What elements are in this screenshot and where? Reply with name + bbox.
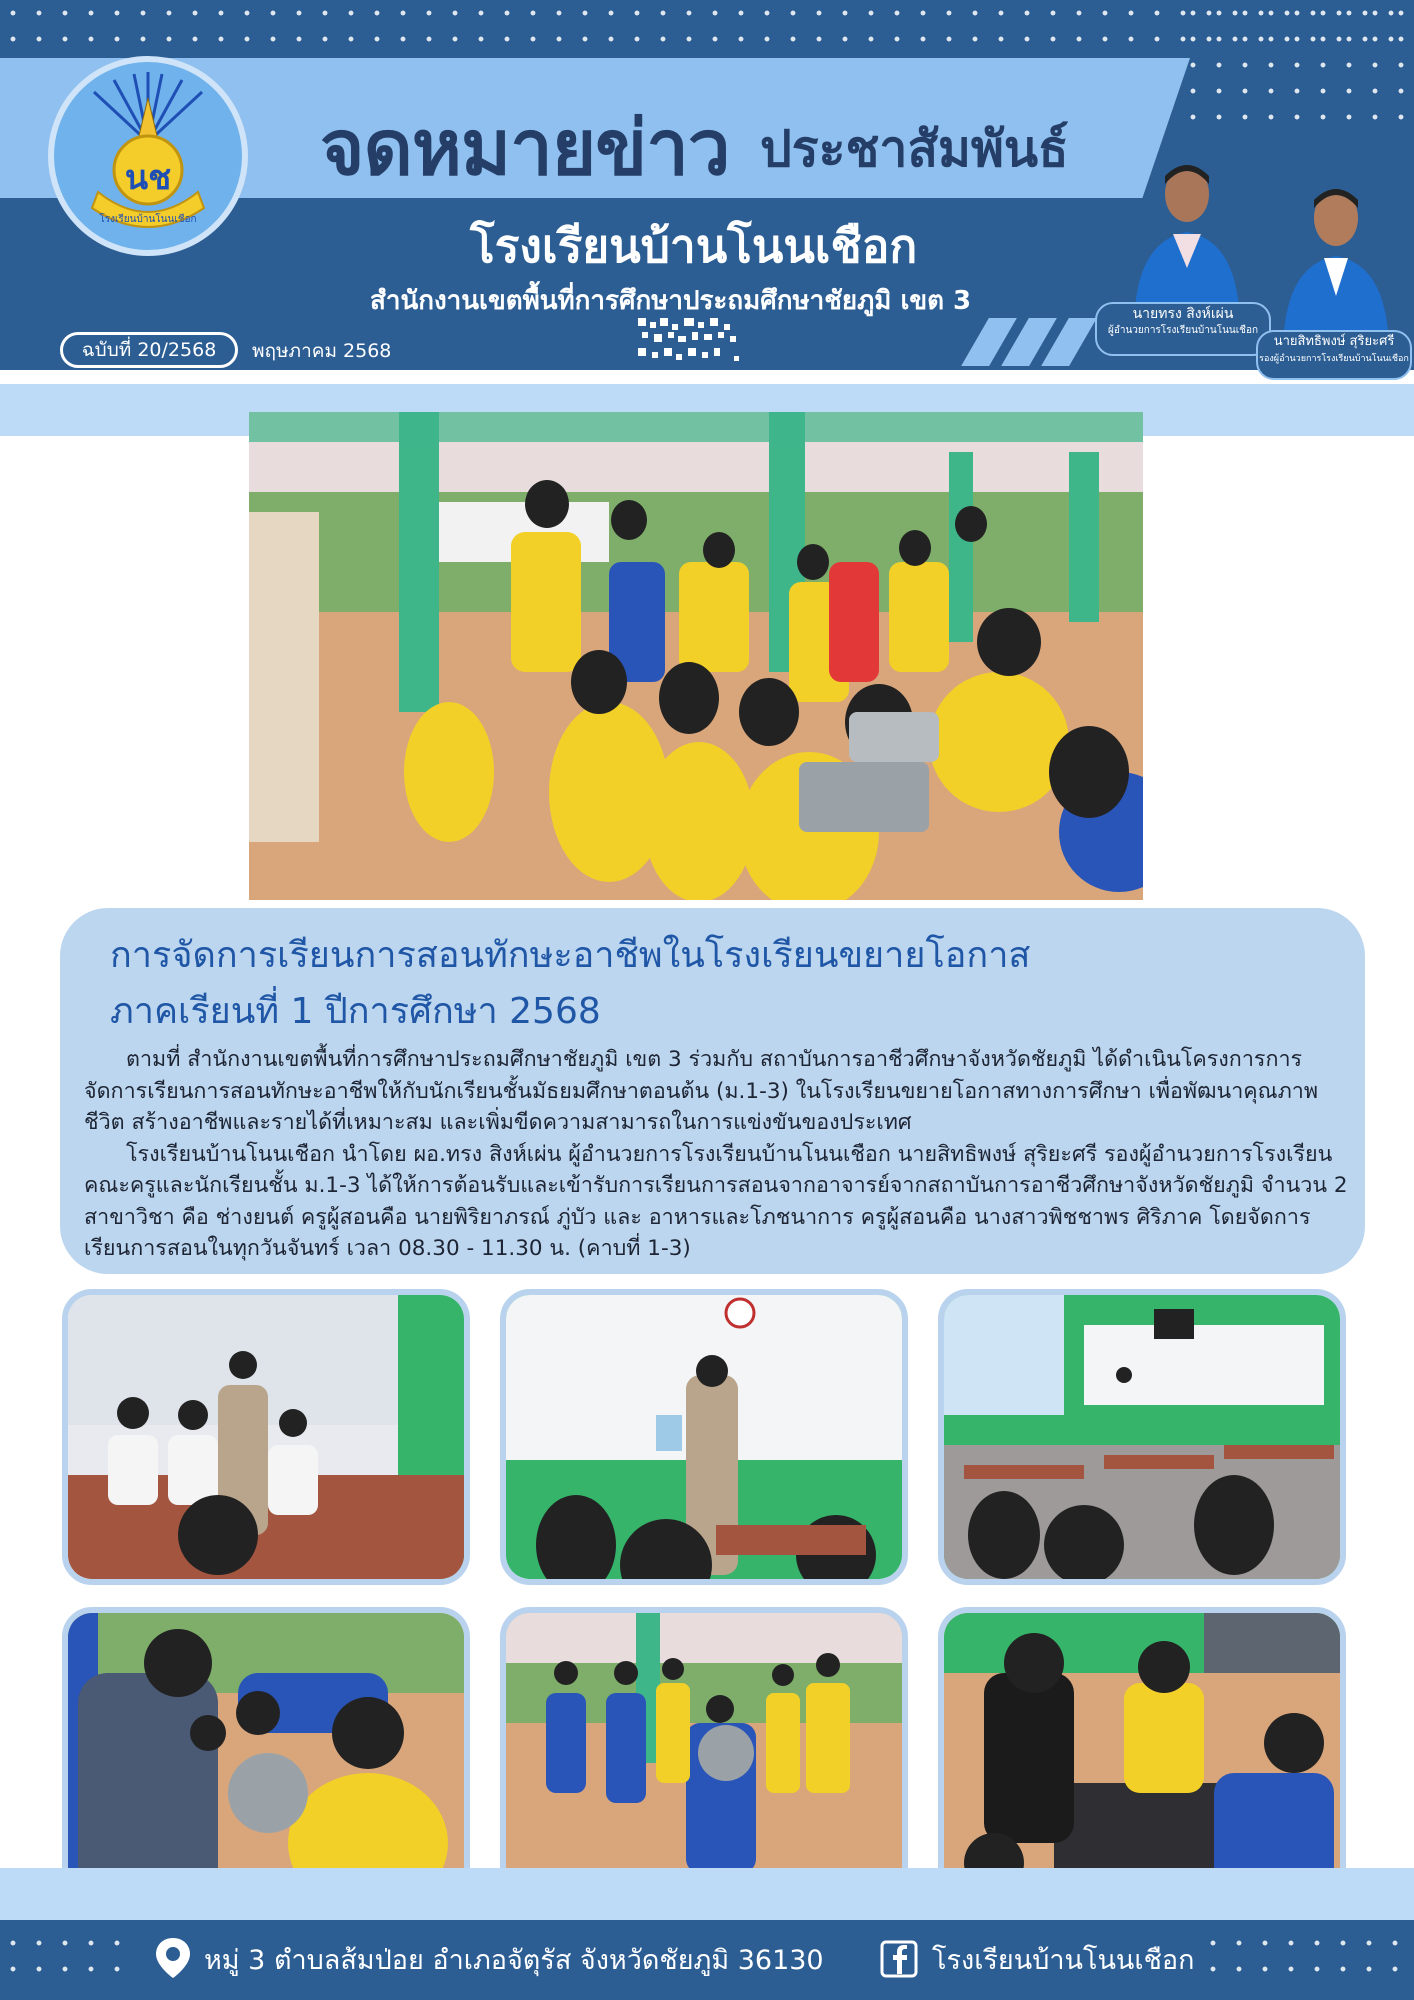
director-name: นายทรง สิงห์เผ่น [1132,306,1234,322]
school-name: โรงเรียนบ้านโนนเชือก [470,219,918,273]
main-photo [249,412,1143,900]
footer-dot-pattern-left [0,1930,130,1990]
school-logo [48,56,248,256]
footer-dot-pattern-right [1200,1930,1414,1990]
gallery-photo-4 [62,1607,470,1903]
gallery-photo-6 [938,1607,1346,1903]
deputy-director-name: นายสิทธิพงษ์ สุริยะศรี [1273,334,1395,349]
gallery-photo-2 [500,1289,908,1585]
map-pin-icon [154,1936,192,1980]
article-paragraph-1: ตามที่ สำนักงานเขตพื้นที่การศึกษาประถมศึกษาชัยภูมิ เขต 3 ร่วมกับ สถาบันการอาชีวศึกษาจังหวัดชัยภูมิ ได้ดำเนินโครงการการจัดการเรียนการสอนทักษะอาชีพให้กับนักเรียนชั้นมัธยมศึกษาตอนต้น (ม.1-3) ในโรงเรียนขยายโอกาสทางการศึกษา เพื่อพัฒนาคุณภาพชีวิต สร้างอาชีพและรายได้ที่เหมาะสม และเพิ่มขีดความสามารถในการแข่งขันของประเทศ [84,1047,1319,1135]
article-paragraph-2: โรงเรียนบ้านโนนเชือก นำโดย ผอ.ทรง สิงห์เผ่น ผู้อำนวยการโรงเรียนบ้านโนนเชือก นายสิทธิพงษ์ สุริยะศรี รองผู้อำนวยการโรงเรียน คณะครูและนักเรียนชั้น ม.1-3 ได้ให้การต้อนรับและเข้ารับการเรียนการสอนจากอาจารย์จากสถาบันการอาชีวศึกษาจังหวัดชัยภูมิ จำนวน 2 สาขาวิชา คือ ช่างยนต์ ครูผู้สอนคือ นายพิริยาภรณ์ ภู่บัว และ อาหารและโภชนาการ ครูผู้สอนคือ นางสาวพิชชาพร ศิริภาค โดยจัดการเรียนการสอนในทุกวันจันทร์ เวลา 08.30 - 11.30 น. (คาบที่ 1-3) [84,1141,1348,1261]
newsletter-title: จดหมายข่าว [320,103,730,192]
gallery-photo-1 [62,1289,470,1585]
gallery-photo-3 [938,1289,1346,1585]
deputy-director-role: รองผู้อำนวยการโรงเรียนบ้านโนนเชือก [1259,354,1409,364]
footer-facebook-page[interactable]: โรงเรียนบ้านโนนเชือก [932,1945,1195,1976]
director-label [1095,302,1271,356]
article-body [84,1044,1354,1265]
deputy-director-photo [1276,172,1396,322]
footer-address: หมู่ 3 ตำบลส้มป่อย อำเภอจัตุรัส จังหวัดชัยภูมิ 36130 [204,1945,824,1976]
logo-ribbon-text: โรงเรียนบ้านโนนเชือก [99,214,197,225]
issue-number-badge: ฉบับที่ 20/2568 [60,332,238,368]
issue-date: พฤษภาคม 2568 [252,340,392,362]
facebook-icon[interactable] [880,1940,918,1978]
newsletter-subtitle: ประชาสัมพันธ์ [760,120,1069,178]
deputy-director-label [1256,330,1412,380]
director-photo [1127,148,1247,298]
logo-initials: นช [124,158,172,198]
gallery-photo-5 [500,1607,908,1903]
office-name: สำนักงานเขตพื้นที่การศึกษาประถมศึกษาชัยภูมิ เขต 3 [370,286,972,316]
article-title-line2: ภาคเรียนที่ 1 ปีการศึกษา 2568 [110,991,601,1032]
director-role: ผู้อำนวยการโรงเรียนบ้านโนนเชือก [1107,325,1259,336]
article-title-line1: การจัดการเรียนการสอนทักษะอาชีพในโรงเรียนขยายโอกาส [110,935,1031,976]
header-dot-pattern-right [1180,0,1414,140]
qr-pattern-icon [638,318,758,366]
